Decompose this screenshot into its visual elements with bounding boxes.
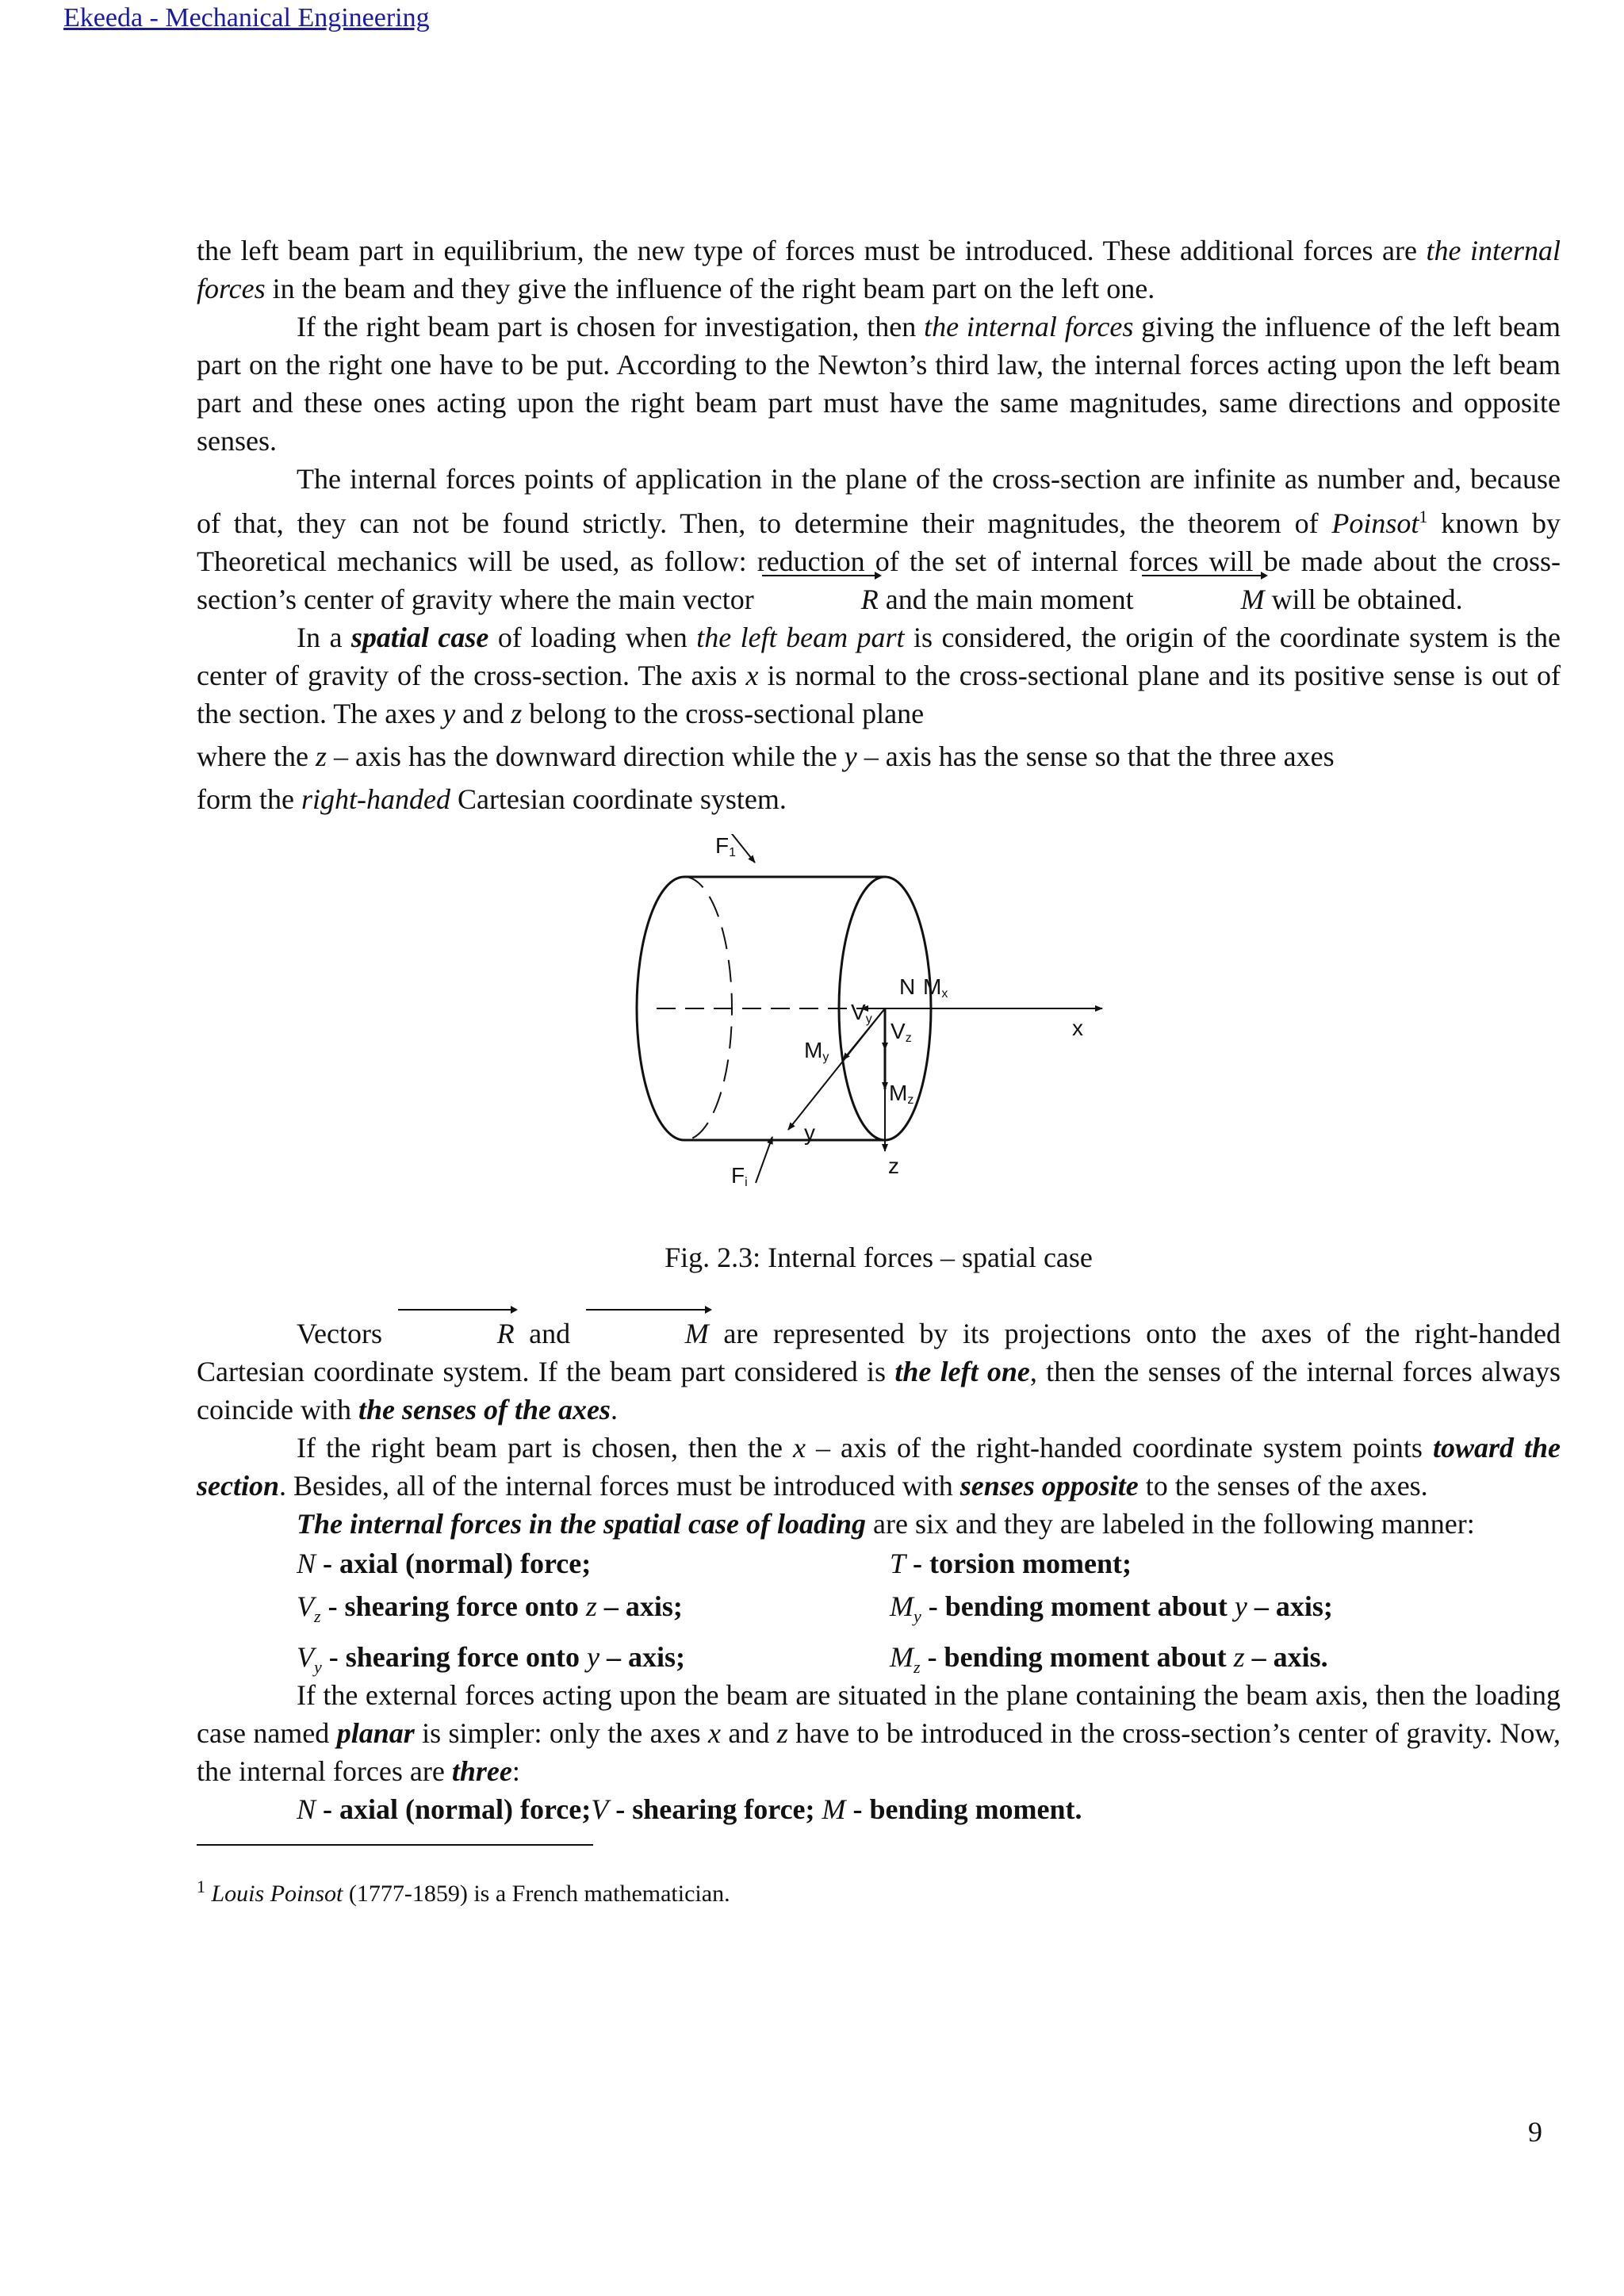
planar-forces-line: N - axial (normal) force;V - shearing force; M - bending moment. xyxy=(297,1793,1082,1825)
paragraph-vector-projections: Vectors R and M are represented by its projections onto the axes of the right-handed Cartesian coordinate system. If the beam part considered is the left one, then the senses of the internal forces always coincide with the senses of the axes. xyxy=(197,1314,1561,1429)
list-item-axial-force: N - axial (normal) force; xyxy=(297,1548,592,1579)
figure-internal-forces xyxy=(197,834,1561,1230)
vector-r: R xyxy=(761,580,879,618)
page-number: 9 xyxy=(1528,2116,1542,2148)
fi-force-arrow xyxy=(756,1137,772,1183)
paragraph-six-forces: The internal forces in the spatial case of loading are six and they are labeled in the following manner: xyxy=(297,1508,1475,1540)
footnote: $^1$ Louis Poinsot (1777-1859) is a French mathematician. xyxy=(197,1877,730,1907)
label-mz: Mz xyxy=(889,1081,914,1107)
label-y: y xyxy=(804,1120,815,1145)
paragraph-right-handed: form the right-handed Cartesian coordinate system. xyxy=(197,783,787,815)
label-fi: Fi xyxy=(731,1163,748,1189)
list-item-bending-z: $M_z$ - bending moment about z – axis. xyxy=(890,1641,1328,1677)
list-item-torsion-moment: T - torsion moment; xyxy=(890,1548,1132,1579)
list-item-shear-z: $V_z$ - shearing force onto z – axis; xyxy=(297,1590,683,1626)
cylinder-diagram xyxy=(609,834,1116,1215)
label-n: N xyxy=(899,974,916,999)
paragraph-axes-direction: where the z – axis has the downward direction while the y – axis has the sense so that the three axes xyxy=(197,740,1335,772)
page-body xyxy=(197,232,1561,1913)
paragraph-right-beam-part: If the right beam part is chosen for investigation, then the internal forces giving the influence of the left beam part on the right one have to be put. According to the Newton’s third law, the internal forces acting upon the left beam part and these ones acting upon the right beam part must have the same magnitudes, same directions and opposite senses. xyxy=(197,311,1561,457)
paragraph-planar-case: If the external forces acting upon the beam are situated in the plane containing the beam axis, then the loading case named planar is simpler: only the axes x and z have to be introduced in the cross-section’s center of gravity. Now, the internal forces are three: xyxy=(197,1679,1561,1787)
vector-m: M xyxy=(585,1314,709,1353)
figure-caption: Fig. 2.3: Internal forces – spatial case xyxy=(665,1242,1093,1273)
label-x: x xyxy=(1072,1016,1083,1040)
label-z: z xyxy=(888,1154,899,1178)
label-mx: Mx xyxy=(923,974,948,1001)
label-my: My xyxy=(804,1038,829,1064)
list-item-bending-y: $M_y$ - bending moment about y – axis; xyxy=(890,1590,1333,1626)
paragraph-right-part-sense: If the right beam part is chosen, then the x – axis of the right-handed coordinate system points toward the section. Besides, all of the internal forces must be introduced with senses opposite to the senses of the axes. xyxy=(197,1432,1561,1502)
paragraph-spatial-case: In a spatial case of loading when the left beam part is considered, the origin of the coordinate system is the center of gravity of the cross-section. The axis x is normal to the cross-sectional plane and its positive sense is out of the section. The axes y and z belong to the cross-sectional plane xyxy=(197,622,1561,729)
internal-forces-list xyxy=(197,1544,1561,1676)
footnote-rule xyxy=(197,1844,593,1846)
header-link[interactable]: Ekeeda - Mechanical Engineering xyxy=(63,3,430,33)
vector-r: R xyxy=(397,1314,515,1353)
label-vy: Vy xyxy=(851,1000,872,1026)
label-vz: Vz xyxy=(891,1019,912,1045)
label-f1: F1 xyxy=(715,834,737,859)
list-item-shear-y: $V_y$ - shearing force onto y – axis; xyxy=(297,1641,686,1677)
paragraph-poinsot-theorem: The internal forces points of application in the plane of the cross-section are infinite as number and, because of that, they can not be found strictly. Then, to determine their magnitudes, the theorem of Poinsot$^1$ known by Theoretical mechanics will be used, as follow: reduction of the set of internal forces will be made about the cross-section’s center of gravity where the main vector R and the main moment M will be obtained. xyxy=(197,460,1561,618)
paragraph-equilibrium: the left beam part in equilibrium, the new type of forces must be introduced. These additional forces are the internal forces in the beam and they give the influence of the right beam part on the left one. xyxy=(197,235,1561,304)
vector-m: M xyxy=(1141,580,1265,618)
